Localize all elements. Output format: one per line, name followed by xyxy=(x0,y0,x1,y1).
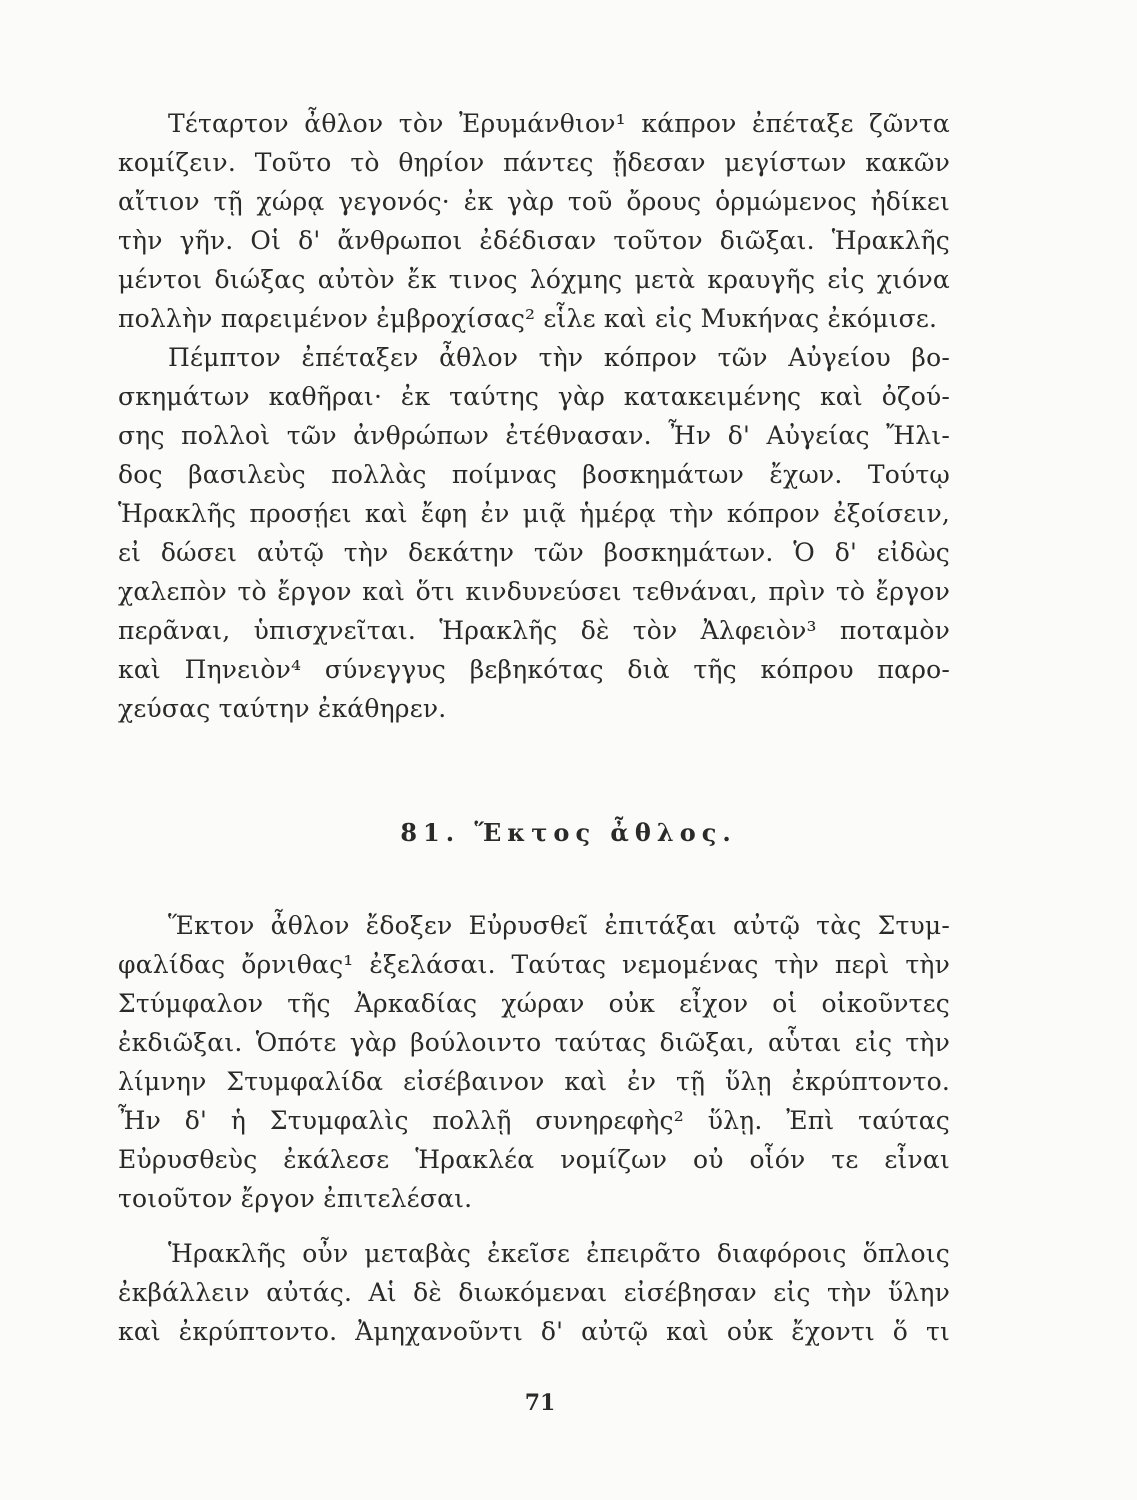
text-line: Πέμπτον ἐπέταξεν ἆθλον τὴν κόπρον τῶν Αὐγείου βο- xyxy=(168,343,950,372)
section-heading: 81. Ἕκτος ἆθλος. xyxy=(400,818,737,847)
text-line: μέντοι διώξας αὐτὸν ἔκ τινος λόχμης μετὰ κραυγῆς εἰς χιόνα xyxy=(118,265,950,294)
paragraph-augean-stables xyxy=(118,338,950,728)
text-line: ἐκβάλλειν αὐτάς. Αἱ δὲ διωκόμεναι εἰσέβησαν εἰς τὴν ὕλην xyxy=(118,1278,950,1307)
paragraph-erymanthian-boar xyxy=(118,104,950,338)
text-line: σκημάτων καθῆραι· ἐκ ταύτης γὰρ κατακειμένης καὶ ὀζού- xyxy=(118,382,950,411)
text-line: Τέταρτον ἆθλον τὸν Ἐρυμάνθιον¹ κάπρον ἐπέταξε ζῶντα xyxy=(168,109,950,138)
text-line: τὴν γῆν. Οἱ δ' ἄνθρωποι ἐδέδισαν τοῦτον διῶξαι. Ἡρακλῆς xyxy=(118,226,950,255)
text-line: εἰ δώσει αὐτῷ τὴν δεκάτην τῶν βοσκημάτων. Ὁ δ' εἰδὼς xyxy=(118,538,950,567)
text-line: σης πολλοὶ τῶν ἀνθρώπων ἐτέθνασαν. Ἦν δ' Αὐγείας Ἤλι- xyxy=(118,421,950,450)
text-line: τοιοῦτον ἔργον ἐπιτελέσαι. xyxy=(118,1184,473,1213)
text-line: Εὐρυσθεὺς ἐκάλεσε Ἡρακλέα νομίζων οὐ οἷόν τε εἶναι xyxy=(118,1145,950,1174)
text-line: χεύσας ταύτην ἐκάθηρεν. xyxy=(118,694,447,723)
text-line: δος βασιλεὺς πολλὰς ποίμνας βοσκημάτων ἔχων. Τούτῳ xyxy=(118,460,950,489)
text-line: κομίζειν. Τοῦτο τὸ θηρίον πάντες ᾔδεσαν μεγίστων κακῶν xyxy=(118,148,950,177)
page-number: 71 xyxy=(524,1390,556,1416)
text-line: Ἡρακλῆς προσῄει καὶ ἔφη ἐν μιᾷ ἡμέρᾳ τὴν κόπρον ἐξοίσειν, xyxy=(118,499,950,528)
text-line: αἴτιον τῇ χώρᾳ γεγονός· ἐκ γὰρ τοῦ ὄρους ὁρμώμενος ἠδίκει xyxy=(118,187,950,216)
text-line: Ἕκτον ἆθλον ἔδοξεν Εὐρυσθεῖ ἐπιτάξαι αὐτῷ τὰς Στυμ- xyxy=(168,911,950,940)
paragraph-stymphalian-birds xyxy=(118,906,950,1218)
text-line: Στύμφαλον τῆς Ἀρκαδίας χώραν οὐκ εἶχον οἱ οἰκοῦντες xyxy=(118,989,950,1018)
text-line: φαλίδας ὄρνιθας¹ ἐξελάσαι. Ταύτας νεμομένας τὴν περὶ τὴν xyxy=(118,950,950,979)
text-line: πολλὴν παρειμένον ἐμβροχίσας² εἷλε καὶ εἰς Μυκήνας ἐκόμισε. xyxy=(118,304,938,333)
text-line: Ἦν δ' ἡ Στυμφαλὶς πολλῇ συνηρεφὴς² ὕλῃ. Ἐπὶ ταύτας xyxy=(118,1106,950,1135)
text-line: Ἡρακλῆς οὖν μεταβὰς ἐκεῖσε ἐπειρᾶτο διαφόροις ὅπλοις xyxy=(168,1239,950,1268)
text-line: χαλεπὸν τὸ ἔργον καὶ ὅτι κινδυνεύσει τεθνάναι, πρὶν τὸ ἔργον xyxy=(118,577,950,606)
text-line: λίμνην Στυμφαλίδα εἰσέβαινον καὶ ἐν τῇ ὕλῃ ἐκρύπτοντο. xyxy=(118,1067,950,1096)
text-line: ἐκδιῶξαι. Ὁπότε γὰρ βούλοιντο ταύτας διῶξαι, αὗται εἰς τὴν xyxy=(118,1028,950,1057)
paragraph-heracles-attempt xyxy=(118,1234,950,1351)
text-line: καὶ Πηνειὸν⁴ σύνεγγυς βεβηκότας διὰ τῆς κόπρου παρο- xyxy=(118,655,950,684)
text-line: καὶ ἐκρύπτοντο. Ἀμηχανοῦντι δ' αὐτῷ καὶ οὐκ ἔχοντι ὅ τι xyxy=(118,1317,950,1346)
text-line: περᾶναι, ὑπισχνεῖται. Ἡρακλῆς δὲ τὸν Ἀλφειὸν³ ποταμὸν xyxy=(118,616,950,645)
